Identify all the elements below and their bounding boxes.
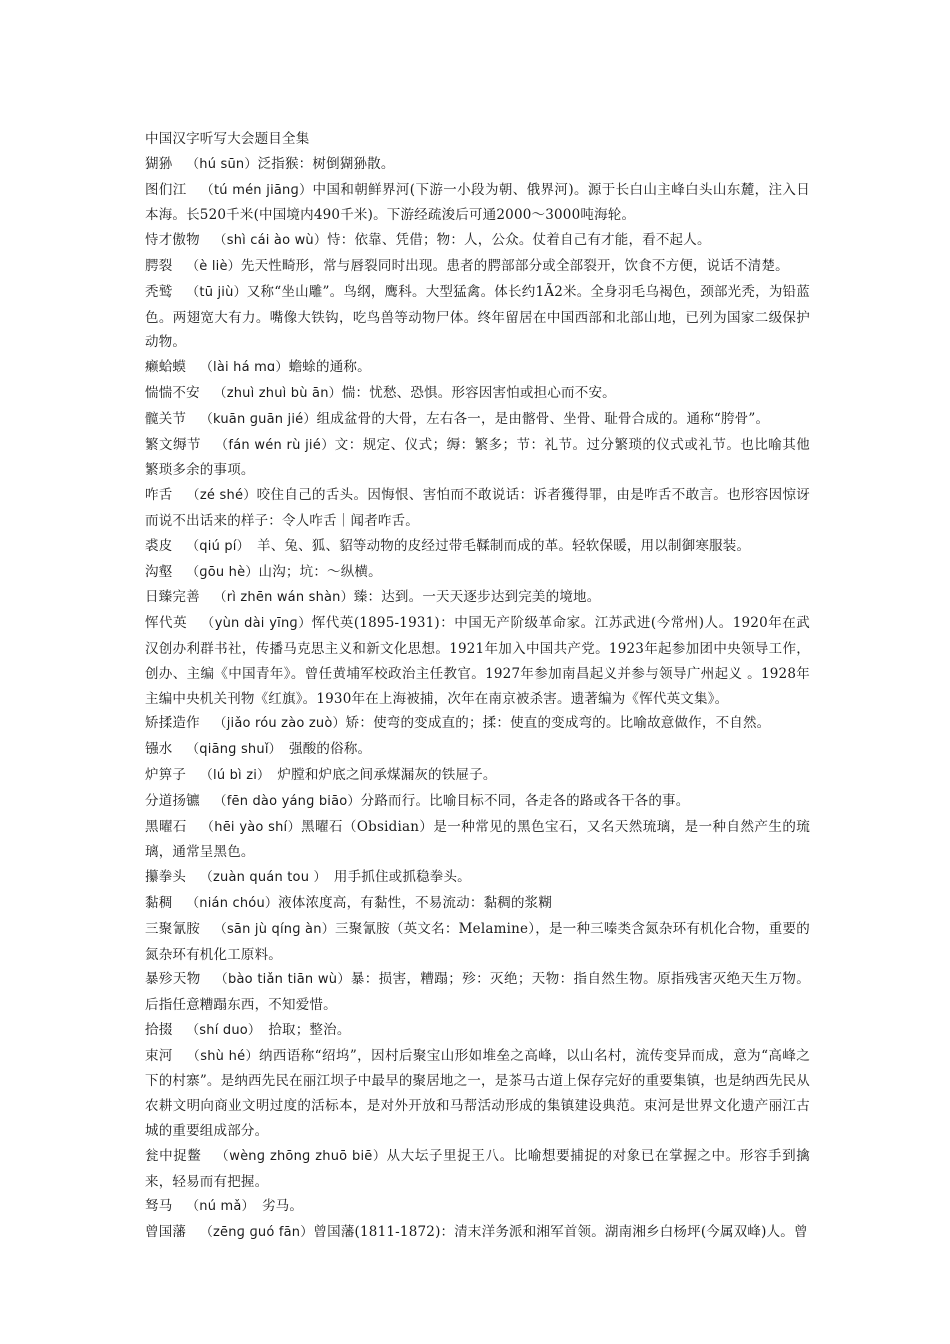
list-item — [145, 407, 810, 433]
entry-definition: 拾取；整治。 — [254, 1021, 351, 1038]
entry-term: 攥拳头 — [145, 869, 187, 886]
entry-definition: 泛指猴：树倒猢狲散。 — [257, 155, 395, 172]
entry-pinyin: （hēi yào shí） — [200, 819, 302, 835]
entry-term: 腭裂 — [145, 257, 173, 274]
list-item — [145, 178, 810, 229]
entry-definition: 恃：依靠、凭借；物：人，公众。仗着自己有才能，看不起人。 — [327, 232, 711, 249]
entry-definition: 惴：忧愁、恐惧。形容因害怕或担心而不安。 — [341, 384, 616, 401]
entry-pinyin: （zēnɡ ɡuó fān） — [199, 1225, 314, 1241]
entry-term: 分道扬镳 — [145, 792, 200, 809]
entry-definition: 蟾蜍的通称。 — [288, 359, 371, 376]
entry-term: 繁文缛节 — [145, 436, 201, 453]
entry-term: 恽代英 — [145, 615, 188, 632]
entry-pinyin: （ɡōu hè） — [186, 564, 259, 580]
entry-term: 秃鹫 — [145, 283, 173, 300]
list-item — [145, 355, 810, 381]
list-item — [145, 560, 810, 586]
list-item — [145, 381, 810, 407]
list-item — [145, 433, 810, 484]
list-item — [145, 483, 810, 534]
list-item — [145, 152, 810, 178]
entry-pinyin: （rì zhēn wán shàn） — [213, 590, 354, 606]
entry-pinyin: （yùn dài yīnɡ） — [200, 616, 312, 632]
entry-term: 镪水 — [145, 741, 173, 758]
list-item — [145, 815, 810, 866]
entry-pinyin: （sān jù qínɡ àn） — [213, 921, 335, 937]
list-item — [145, 254, 810, 280]
entry-term: 曾国藩 — [145, 1224, 187, 1241]
entry-definition: 臻：达到。一天天逐步达到完美的境地。 — [353, 589, 601, 606]
entry-term: 癞蛤蟆 — [145, 359, 187, 376]
entry-pinyin: （fán wén rù jié） — [214, 437, 335, 453]
entry-definition: 暴：损害，糟蹋；殄：灭绝；天物：指自然生物。原指残害灭绝天生万物。后指任意糟蹋东西，不知爱惜。 — [145, 971, 810, 1014]
entry-pinyin: （tū jiù） — [186, 284, 247, 300]
document-page — [145, 127, 810, 1246]
entry-term: 矫揉造作 — [145, 715, 200, 732]
entry-pinyin: （shì cái ào wù） — [213, 233, 328, 249]
list-item — [145, 534, 810, 560]
list-item — [145, 711, 810, 737]
list-item — [145, 611, 810, 711]
entry-term: 日臻完善 — [145, 589, 200, 606]
entry-term: 瓮中捉鳖 — [145, 1147, 202, 1164]
entry-definition: 分路而行。比喻目标不同，各走各的路或各干各的事。 — [360, 792, 690, 809]
entry-pinyin: （fēn dào yánɡ biāo） — [213, 793, 361, 809]
entry-pinyin: （qiānɡ shuǐ） — [186, 742, 276, 758]
entry-definition: 劣马。 — [248, 1198, 304, 1215]
entry-term: 髋关节 — [145, 410, 187, 427]
entry-pinyin: （zuàn quán tou ） — [199, 870, 321, 886]
entry-definition: 山沟；坑：～纵横。 — [258, 563, 382, 580]
entry-term: 三聚氰胺 — [145, 920, 200, 937]
entry-pinyin: （kuān ɡuān jié） — [199, 411, 317, 427]
entry-definition: 又称“坐山雕”。鸟纲，鹰科。大型猛禽。体长约1Ã2米。全身羽毛乌褐色，颈部光秃，为铅蓝色。两翅宽大有力。嘴像大铁钩，吃鸟兽等动物尸体。终年留居在中国西部和北部山地，已列为国家二级保护动物。 — [145, 283, 810, 351]
entry-pinyin: （lú bì zi） — [199, 767, 264, 783]
entry-term: 黑曜石 — [145, 818, 187, 835]
entry-term: 猢狲 — [145, 155, 173, 172]
list-item — [145, 280, 810, 355]
entry-pinyin: （è liè） — [186, 258, 241, 274]
list-item — [145, 737, 810, 763]
entry-pinyin: （shí duo） — [186, 1022, 255, 1038]
list-item — [145, 228, 810, 254]
list-item — [145, 789, 810, 815]
list-item — [145, 1194, 810, 1220]
entry-pinyin: （jiǎo róu zào zuò） — [213, 716, 346, 732]
entry-term: 裘皮 — [145, 537, 173, 554]
entry-term: 驽马 — [145, 1198, 173, 1215]
entry-term: 沟壑 — [145, 563, 173, 580]
entry-pinyin: （zhuì zhuì bù ān） — [213, 385, 342, 401]
list-item — [145, 1220, 810, 1246]
entry-definition: 用手抓住或抓稳拳头。 — [320, 869, 471, 886]
entry-term: 束河 — [145, 1047, 173, 1064]
entry-pinyin: （nú mǎ） — [186, 1199, 249, 1215]
entry-definition: 强酸的俗称。 — [275, 741, 372, 758]
entry-pinyin: （hú sūn） — [186, 156, 258, 172]
entry-definition: 三聚氰胺（英文名：Melamine），是一种三嗪类含氮杂环有机化合物，重要的氮杂环有机化工原料。 — [145, 920, 810, 963]
entry-definition: 炉膛和炉底之间承煤漏灰的铁屉子。 — [263, 766, 497, 783]
entry-pinyin: （nián chóu） — [186, 895, 279, 911]
entry-term: 黏稠 — [145, 894, 173, 911]
entry-definition: 咬住自己的舌头。因悔恨、害怕而不敢说话：诉者獲得罪，由是咋舌不敢言。也形容因惊讶而说不出话来的样子：令人咋舌｜闻者咋舌。 — [145, 487, 811, 529]
list-item — [145, 763, 810, 789]
entry-definition: 羊、兔、狐、貂等动物的皮经过带毛鞣制而成的革。轻软保暖，用以制御寒服装。 — [243, 537, 751, 554]
entry-definition: 黑曜石（Obsidian）是一种常见的黑色宝石，又名天然琉璃，是一种自然产生的琉璃，通常呈黑色。 — [145, 818, 810, 861]
entry-term: 暴殄天物 — [145, 971, 201, 988]
entry-definition: 组成盆骨的大骨，左右各一，是由髂骨、坐骨、耻骨合成的。通称“胯骨”。 — [316, 410, 770, 427]
list-item — [145, 891, 810, 917]
entry-pinyin: （wènɡ zhōnɡ zhuō biē） — [215, 1148, 387, 1164]
entry-pinyin: （shù hé） — [186, 1048, 259, 1064]
list-item — [145, 1018, 810, 1044]
entry-term: 拾掇 — [145, 1021, 173, 1038]
list-item — [145, 1144, 810, 1195]
entry-definition: 先天性畸形，常与唇裂同时出现。患者的腭部部分或全部裂开，饮食不方便，说话不清楚。 — [240, 257, 789, 274]
entry-list — [145, 152, 810, 1246]
entry-pinyin: （tú mén jiānɡ） — [200, 182, 313, 198]
entry-definition: 液体浓度高，有黏性，不易流动：黏稠的浆糊 — [278, 894, 553, 911]
entry-term: 恃才傲物 — [145, 232, 200, 249]
entry-definition: 中国和朝鲜界河(下游一小段为朝、俄界河)。源于长白山主峰白头山东麓，注入日本海。长520千米(中国境内490千米)。下游经疏浚后可通2000～3000吨海轮。 — [145, 181, 810, 224]
entry-definition: 矫：使弯的变成直的；揉：使直的变成弯的。比喻故意做作，不自然。 — [345, 715, 771, 732]
list-item — [145, 585, 810, 611]
entry-definition: 纳西语称“绍坞”，因村后聚宝山形如堆垒之高峰，以山名村，流传变异而成，意为“高峰之下的村寨”。是纳西先民在丽江坝子中最早的聚居地之一，是茶马古道上保存完好的重要集镇，也是纳西先民从农耕文明向商业文明过度的活标本，是对外开放和马帮活动形成的集镇建设典范。束河是世界文化遗产丽江古城的重要组成部分。 — [145, 1047, 810, 1140]
entry-definition: 从大坛子里捉王八。比喻想要捕捉的对象已在掌握之中。形容手到擒来，轻易而有把握。 — [145, 1147, 810, 1190]
entry-pinyin: （zé shé） — [186, 488, 257, 504]
entry-term: 炉箅子 — [145, 766, 187, 783]
list-item — [145, 865, 810, 891]
list-item — [145, 967, 810, 1018]
entry-definition: 恽代英(1895-1931)：中国无产阶级革命家。江苏武进(今常州)人。1920年在武汉创办利群书社，传播马克思主义和新文化思想。1921年加入中国共产党。1923年起参加团中央领导工作，创办、主编《中国青年》。曾任黄埔军校政治主任教官。1927年参加南昌起义并参与领导广州起义 。1928年主编中央机关刊物《红旗》。1930年在上海被捕，次年在南京被杀害。遗著编为《恽代英文集》。 — [145, 615, 810, 707]
entry-term: 惴惴不安 — [145, 384, 200, 401]
list-item — [145, 917, 810, 968]
list-item — [145, 1044, 810, 1144]
entry-term: 咋舌 — [145, 487, 173, 504]
entry-pinyin: （bào tiǎn tiān wù） — [214, 972, 351, 988]
document-title: 中国汉字听写大会题目全集 — [145, 131, 310, 147]
entry-definition: 曾国藩(1811-1872)：清末洋务派和湘军首领。湖南湘乡白杨坪(今属双峰)人。曾 — [313, 1224, 808, 1241]
entry-definition: 文：规定、仪式；缛：繁多；节：礼节。过分繁琐的仪式或礼节。也比喻其他繁琐多余的事项。 — [145, 436, 810, 479]
entry-term: 图们江 — [145, 181, 187, 198]
entry-pinyin: （qiú pí） — [186, 538, 244, 554]
entry-pinyin: （lài há mɑ） — [199, 360, 289, 376]
